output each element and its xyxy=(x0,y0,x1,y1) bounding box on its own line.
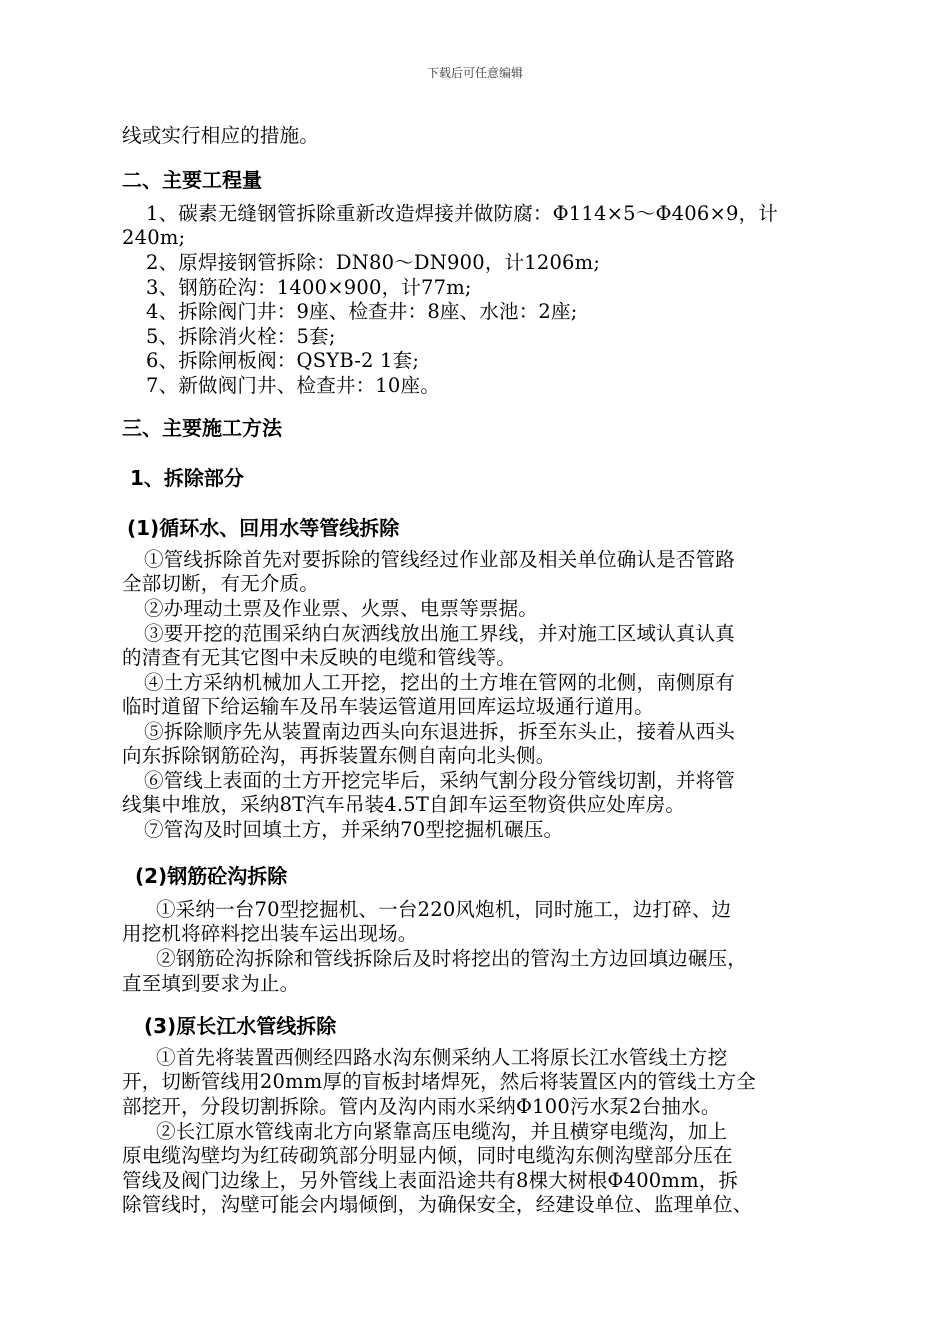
text-line: 除管线时，沟壁可能会内塌倾倒，为确保安全，经建设单位、监理单位、 xyxy=(122,1193,753,1216)
text-line: 开，切断管线用20mm厚的盲板封堵焊死，然后将装置区内的管线土方全 xyxy=(122,1070,756,1093)
text-line: 直至填到要求为止。 xyxy=(122,972,300,995)
list-item: 5、拆除消火栓：5套; xyxy=(146,325,336,348)
text-line: ⑦管沟及时回填土方，并采纳70型挖掘机碾压。 xyxy=(144,818,564,841)
list-item: 7、新做阀门井、检查井：10座。 xyxy=(146,374,440,397)
text-line: 线或实行相应的措施。 xyxy=(122,124,320,147)
list-item: 3、钢筋砼沟：1400×900，计77m; xyxy=(146,276,472,299)
text-line: ②长江原水管线南北方向紧靠高压电缆沟，并且横穿电缆沟，加上 xyxy=(156,1120,728,1143)
section-title: 二、主要工程量 xyxy=(122,168,262,192)
text-line: 临时道留下给运输车及吊车装运管道用回库运垃圾通行道用。 xyxy=(122,695,654,718)
text-line: 用挖机将碎料挖出装车运出现场。 xyxy=(122,922,418,945)
text-line: ⑤拆除顺序先从装置南边西头向东退进拆，拆至东头止，接着从西头 xyxy=(144,720,736,743)
text-line: 的清查有无其它图中未反映的电缆和管线等。 xyxy=(122,646,517,669)
page-header: 下载后可任意编辑 xyxy=(426,66,523,80)
text-line: 部挖开，分段切割拆除。管内及沟内雨水采纳Φ100污水泵2台抽水。 xyxy=(122,1095,721,1118)
text-line: ②钢筋砼沟拆除和管线拆除后及时将挖出的管沟土方边回填边碾压， xyxy=(156,947,748,970)
text-line: ④土方采纳机械加人工开挖，挖出的土方堆在管网的北侧，南侧原有 xyxy=(144,671,736,694)
list-item: 1、碳素无缝钢管拆除重新改造焊接并做防腐：Φ114×5～Φ406×9，计 xyxy=(146,202,779,225)
text-line: 线集中堆放，采纳8T汽车吊装4.5T自卸车运至物资供应处库房。 xyxy=(122,793,686,816)
part-title: (1)循环水、回用水等管线拆除 xyxy=(127,516,400,540)
text-line: 向东拆除钢筋砼沟，再拆装置东侧自南向北头侧。 xyxy=(122,744,556,767)
text-line: ①首先将装置西侧经四路水沟东侧采纳人工将原长江水管线土方挖 xyxy=(156,1046,728,1069)
text-line: ①采纳一台70型挖掘机、一台220风炮机，同时施工，边打碎、边 xyxy=(156,898,732,921)
list-item: 240m; xyxy=(122,226,186,249)
text-line: 全部切断，有无介质。 xyxy=(122,572,320,595)
section-title: 三、主要施工方法 xyxy=(122,416,282,440)
text-line: ③要开挖的范围采纳白灰洒线放出施工界线，并对施工区域认真认真 xyxy=(144,622,736,645)
text-line: 原电缆沟壁均为红砖砌筑部分明显内倾，同时电缆沟东侧沟壁部分压在 xyxy=(122,1144,733,1167)
text-line: ①管线拆除首先对要拆除的管线经过作业部及相关单位确认是否管路 xyxy=(144,548,736,571)
list-item: 2、原焊接钢管拆除：DN80～DN900，计1206m; xyxy=(146,251,601,274)
part-title: (3)原长江水管线拆除 xyxy=(144,1014,337,1038)
text-line: ②办理动土票及作业票、火票、电票等票据。 xyxy=(144,597,539,620)
list-item: 4、拆除阀门井：9座、检查井：8座、水池：2座; xyxy=(146,300,578,323)
subsection-title: 1、拆除部分 xyxy=(130,466,244,490)
text-line: ⑥管线上表面的土方开挖完毕后，采纳气割分段分管线切割，并将管 xyxy=(144,769,736,792)
list-item: 6、拆除闸板阀：QSYB-2 1套; xyxy=(146,349,420,372)
text-line: 管线及阀门边缘上，另外管线上表面沿途共有8棵大树根Φ400mm，拆 xyxy=(122,1169,739,1192)
part-title: (2)钢筋砼沟拆除 xyxy=(135,864,288,888)
